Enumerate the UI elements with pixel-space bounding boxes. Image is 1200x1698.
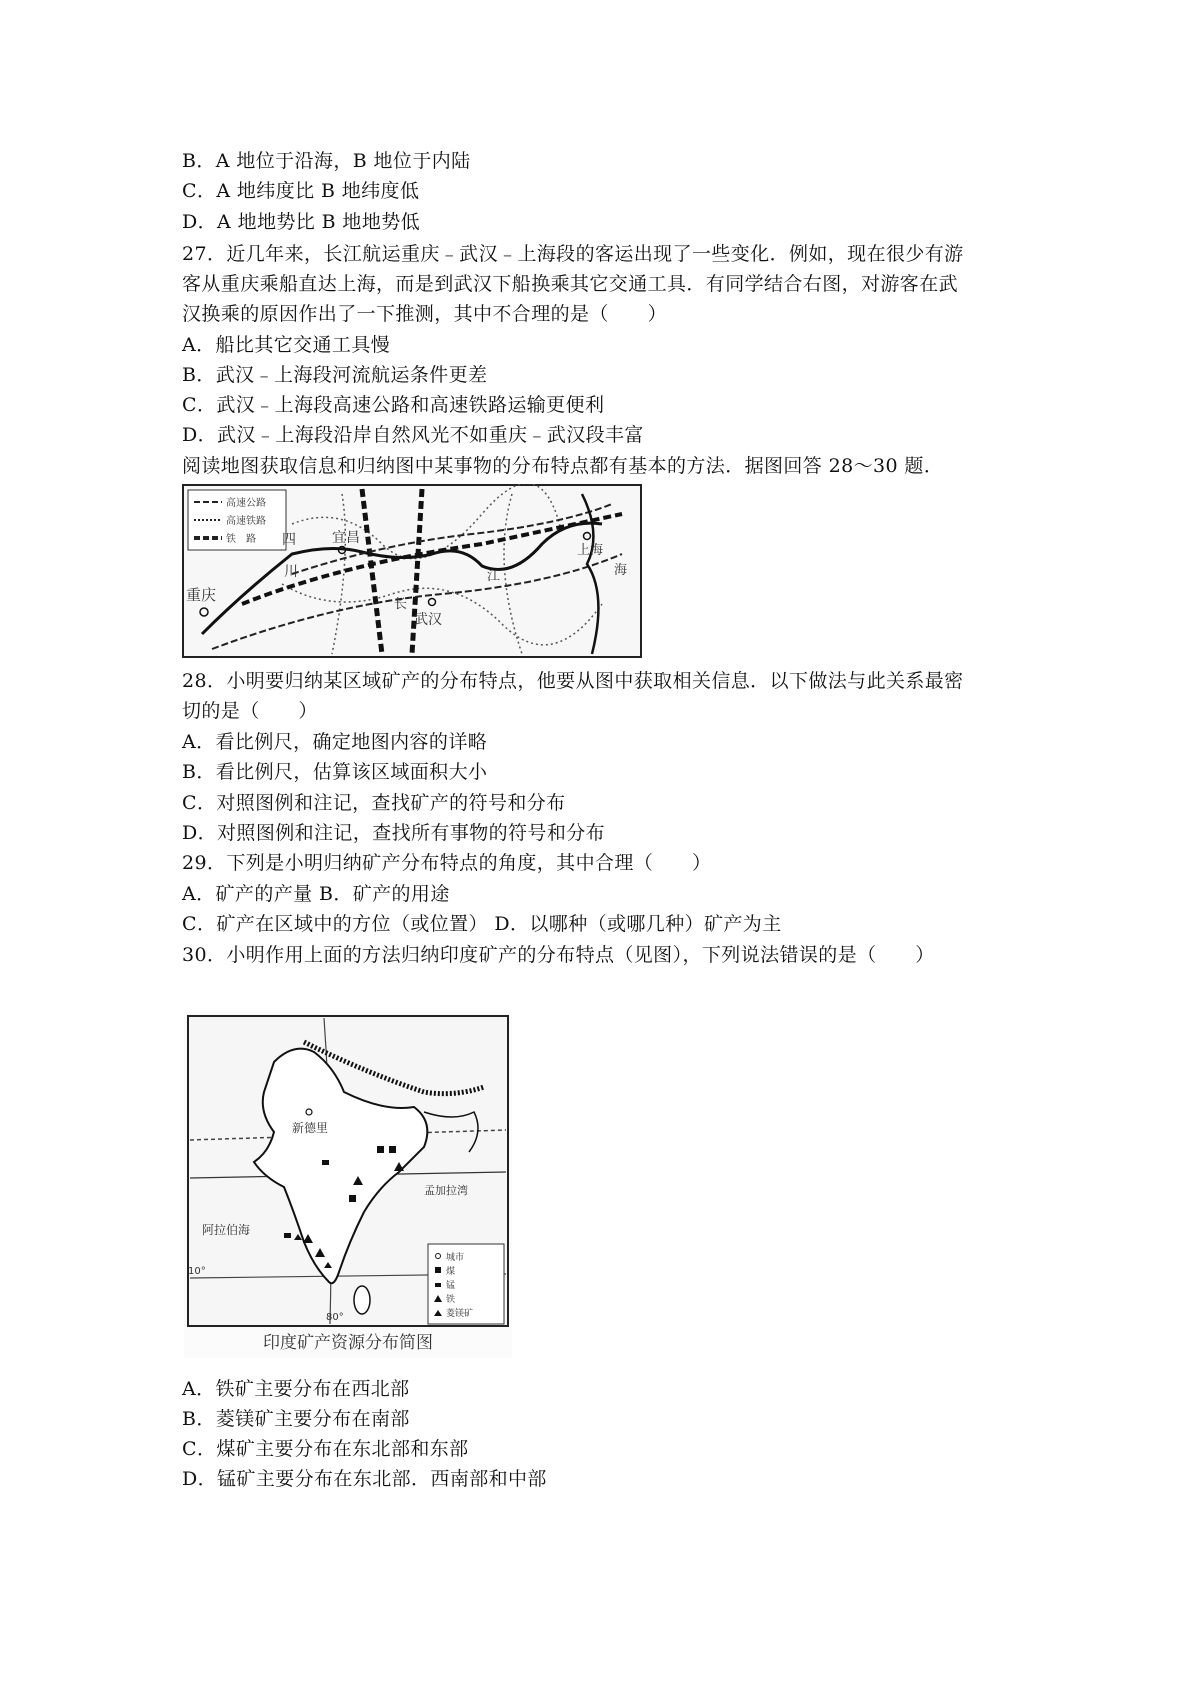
map1-region-char-1: 四 — [282, 532, 296, 548]
map1-legend-railway: 铁 路 — [226, 534, 256, 545]
map2-label-bay-of-bengal: 孟加拉湾 — [424, 1184, 468, 1197]
manganese-mark — [284, 1233, 291, 1238]
map2-legend-city: 城市 — [446, 1253, 465, 1263]
map2-label-new-delhi: 新德里 — [292, 1121, 329, 1135]
q28-option-b: B．看比例尺，估算该区域面积大小 — [182, 761, 488, 783]
q28-option-c: C．对照图例和注记，查找矿产的符号和分布 — [182, 792, 566, 814]
map2-lat-label: 10° — [188, 1266, 206, 1277]
q27-option-b: B．武汉﹣上海段河流航运条件更差 — [182, 364, 488, 386]
q26-option-b: B．A 地位于沿海，B 地位于内陆 — [182, 150, 471, 172]
coal-mark — [349, 1195, 356, 1202]
map2-lon-label: 80° — [326, 1312, 344, 1323]
map2-legend-iron: 铁 — [446, 1295, 456, 1305]
q29-options-cd: C．矿产在区域中的方位（或位置） D．以哪种（或哪几种）矿产为主 — [182, 913, 782, 935]
q26-option-c: C．A 地纬度比 B 地纬度低 — [182, 180, 420, 202]
map1-label-yichang: 宜昌 — [332, 530, 360, 546]
q29-stem: 29．下列是小明归纳矿产分布特点的角度，其中合理（ ） — [182, 852, 712, 874]
q27-option-c: C．武汉﹣上海段高速公路和高速铁路运输更便利 — [182, 394, 605, 416]
map2-title: 印度矿产资源分布简图 — [263, 1333, 433, 1353]
map2-label-arabian-sea: 阿拉伯海 — [202, 1223, 251, 1237]
map1-region-char-4: 江 — [487, 569, 501, 584]
q28-stem-line2: 切的是（ ） — [182, 700, 318, 722]
map1-legend-highspeed-rail: 高速铁路 — [226, 516, 266, 527]
q30-stem: 30．小明作用上面的方法归纳印度矿产的分布特点（见图），下列说法错误的是（ ） — [182, 944, 935, 966]
q30-option-c: C．煤矿主要分布在东北部和东部 — [182, 1438, 469, 1460]
map1-region-char-5: 海 — [614, 563, 628, 578]
coal-mark — [377, 1146, 384, 1153]
q28-stem-line1: 28．小明要归纳某区域矿产的分布特点，他要从图中获取相关信息．以下做法与此关系最密 — [182, 670, 964, 692]
yangtze-transport-map — [182, 484, 642, 658]
coal-mark — [389, 1146, 396, 1153]
map1-legend-expressway: 高速公路 — [226, 498, 266, 509]
map1-region-char-3: 长 — [394, 597, 408, 612]
q27-option-d: D．武汉﹣上海段沿岸自然风光不如重庆﹣武汉段丰富 — [182, 424, 644, 446]
q27-stem-line2: 客从重庆乘船直达上海，而是到武汉下船换乘其它交通工具．有同学结合右图，对游客在武 — [182, 273, 959, 295]
map2-legend-coal: 煤 — [446, 1267, 456, 1277]
manganese-mark — [322, 1160, 329, 1165]
map1-label-chongqing: 重庆 — [186, 586, 217, 604]
q28-option-d: D．对照图例和注记，查找所有事物的符号和分布 — [182, 822, 606, 844]
map2-legend-magnesite: 菱镁矿 — [446, 1309, 474, 1319]
q28-option-a: A．看比例尺，确定地图内容的详略 — [182, 731, 488, 753]
q27-stem-line1: 27．近几年来，长江航运重庆﹣武汉﹣上海段的客运出现了一些变化．例如，现在很少有游 — [182, 243, 964, 265]
map2-legend-manganese: 锰 — [446, 1281, 456, 1291]
q27-stem-line3: 汉换乘的原因作出了一下推测，其中不合理的是（ ） — [182, 303, 668, 325]
map1-label-wuhan: 武汉 — [414, 612, 442, 628]
q30-option-a: A．铁矿主要分布在西北部 — [182, 1378, 410, 1400]
q30-option-d: D．锰矿主要分布在东北部．西南部和中部 — [182, 1468, 547, 1490]
india-minerals-map — [184, 1012, 512, 1358]
map1-region-char-2: 川 — [284, 564, 298, 580]
q27-option-a: A．船比其它交通工具慢 — [182, 334, 391, 356]
q29-options-ab: A．矿产的产量 B．矿产的用途 — [182, 883, 450, 905]
map1-label-shanghai: 上海 — [577, 543, 604, 558]
q30-option-b: B．菱镁矿主要分布在南部 — [182, 1408, 410, 1430]
intro-28-30: 阅读地图获取信息和归纳图中某事物的分布特点都有基本的方法．据图回答 28～30 题． — [182, 455, 944, 477]
q26-option-d: D．A 地地势比 B 地地势低 — [182, 211, 421, 233]
